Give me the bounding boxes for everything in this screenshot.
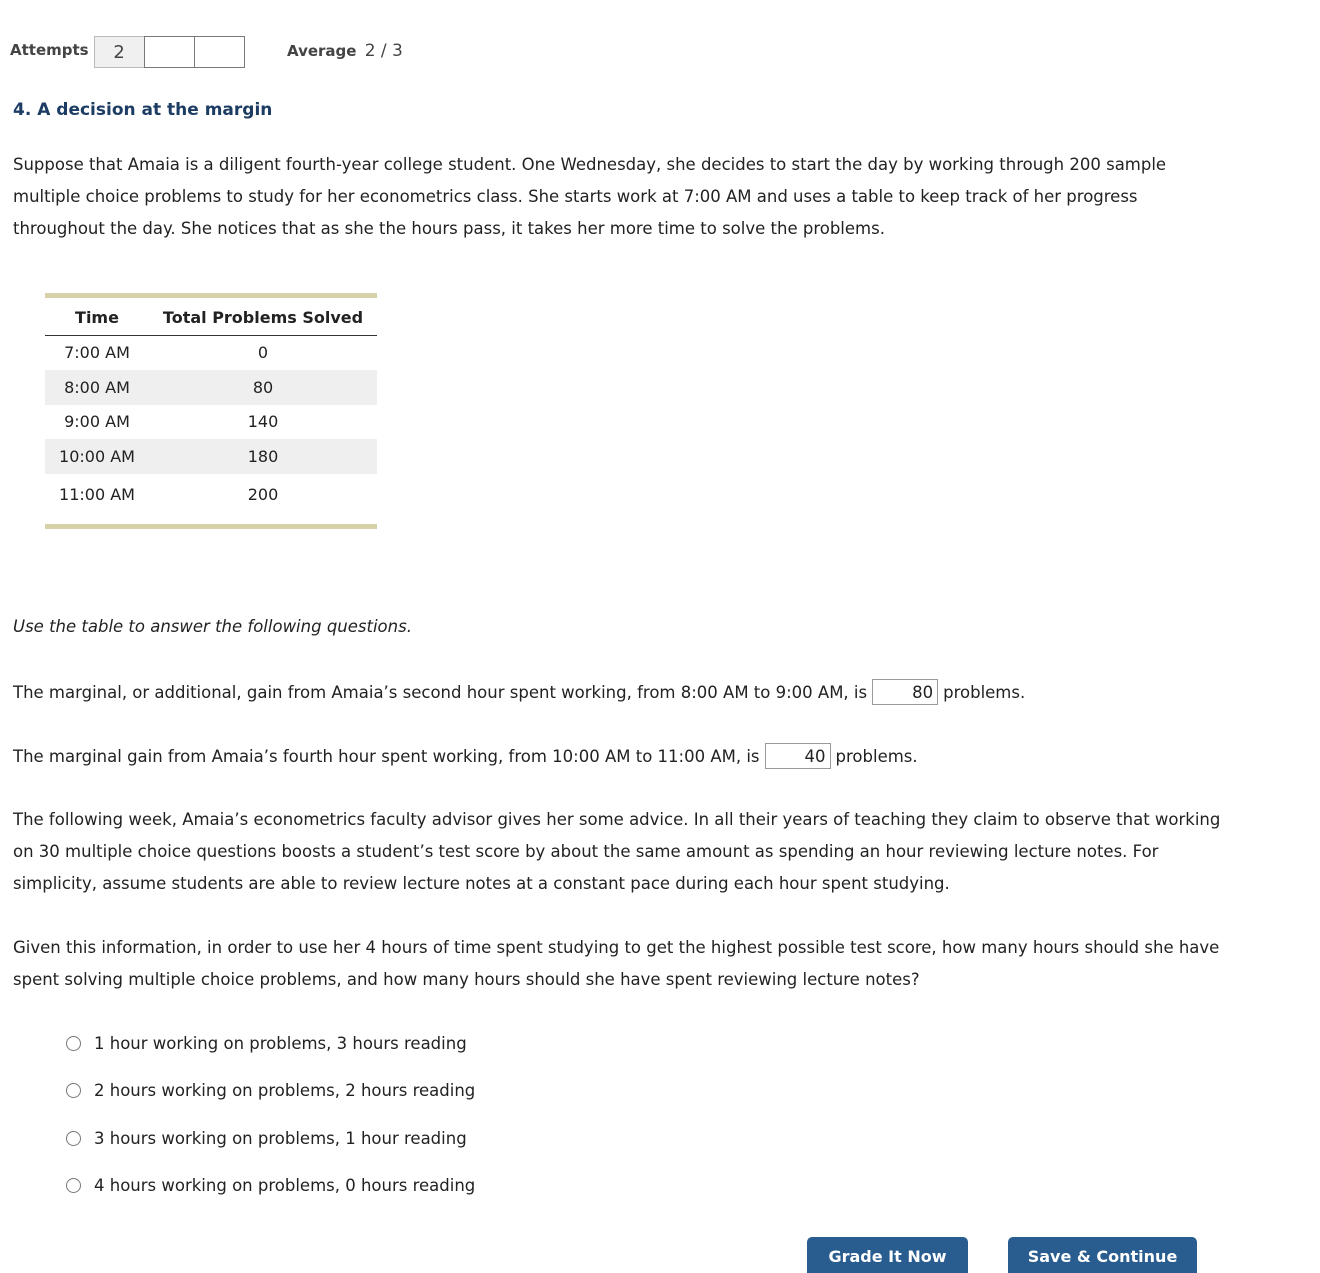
radio-button-icon[interactable] [66,1178,81,1193]
table-row [45,474,377,524]
table-cell-time: 8:00 AM [45,370,149,405]
table-cell-time: 7:00 AM [64,343,130,363]
table-cell-time: 9:00 AM [64,412,130,432]
attempts-bar [10,35,245,69]
option-3[interactable] [65,1115,475,1162]
table-row [45,405,377,440]
fourth-hour-gain-input[interactable] [765,743,831,769]
table-cell-time: 11:00 AM [59,485,135,505]
option-4[interactable] [65,1162,475,1209]
attempts-label: Attempts [10,41,89,59]
advisor-advice: The following week, Amaia’s econometrics faculty advisor gives her some advice. In all their years of teaching they claim to observe that working on 30 multiple choice questions boosts a student’s test score by about the same amount as spending an hour reviewing lecture notes. For simplicity, assume students are able to review lecture notes at a constant pace during each hour spent studying. [13,810,1221,893]
answer-line-fourth-hour [13,743,918,769]
table-header-total: Total Problems Solved [149,298,377,335]
option-label: 4 hours working on problems, 0 hours reading [94,1176,476,1196]
answer-options [65,1020,475,1209]
table-row [45,439,377,474]
radio-button-icon[interactable] [66,1036,81,1051]
answer-text-after: problems. [943,682,1026,702]
question-intro: Suppose that Amaia is a diligent fourth-year college student. One Wednesday, she decides to start the day by working through 200 sample multiple choice problems to study for her econometrics class. She starts work at 7:00 AM and uses a table to keep track of her progress throughout the day. She notices that as she the hours pass, it takes her more time to solve the problems. [13,155,1167,238]
table-row [45,335,377,370]
option-label: 2 hours working on problems, 2 hours reading [94,1081,476,1101]
grade-it-now-button[interactable]: Grade It Now [807,1237,968,1273]
table-row [45,370,377,405]
question-prompt: Given this information, in order to use her 4 hours of time spent studying to get the highest possible test score, how many hours should she have spent solving multiple choice problems, and how many hours should she have spent reviewing lecture notes? [13,938,1220,989]
answer-text-before: The marginal gain from Amaia’s fourth hour spent working, from 10:00 AM to 11:00 AM, is [13,746,760,766]
answer-text-after: problems. [835,746,918,766]
option-1[interactable] [65,1020,475,1067]
attempt-box-1: 2 [94,36,145,68]
second-hour-gain-input[interactable] [872,679,938,705]
table-cell-time: 10:00 AM [45,439,149,474]
table-cell-total: 0 [257,343,269,363]
save-continue-button[interactable]: Save & Continue [1008,1237,1197,1273]
answer-line-second-hour [13,679,1025,705]
option-label: 3 hours working on problems, 1 hour reading [94,1128,467,1148]
question-title: 4. A decision at the margin [13,100,273,120]
radio-button-icon[interactable] [66,1131,81,1146]
table-cell-total: 200 [247,485,279,505]
average-display [287,41,403,61]
progress-table [45,293,377,529]
instruction-text: Use the table to answer the following questions. [13,617,412,636]
attempt-box-2 [144,36,195,68]
option-label: 1 hour working on problems, 3 hours reading [94,1034,467,1054]
table-cell-total: 180 [149,439,377,474]
radio-button-icon[interactable] [66,1083,81,1098]
average-value: 2 / 3 [364,41,403,61]
option-2[interactable] [65,1067,475,1114]
table-cell-total: 80 [149,370,377,405]
table-cell-total: 140 [247,412,279,432]
table-header-time: Time [45,298,149,335]
attempt-box-3 [194,36,245,68]
average-label: Average [287,42,357,60]
answer-text-before: The marginal, or additional, gain from Amaia’s second hour spent working, from 8:00 AM to 9:00 AM, is [13,682,868,702]
